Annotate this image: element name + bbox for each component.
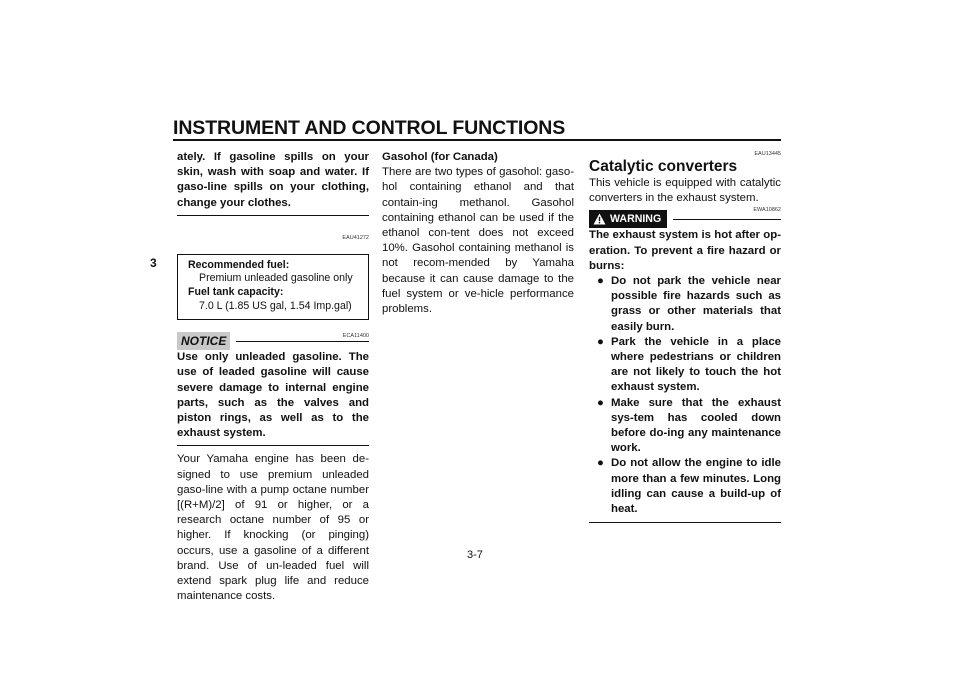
chapter-tab: 3 <box>150 256 157 270</box>
warning-list <box>589 274 781 517</box>
warning-end-rule <box>589 522 781 523</box>
fuel-spec-box <box>177 254 369 320</box>
bullet-icon: ● <box>597 457 604 470</box>
warning-badge <box>589 210 667 228</box>
catalytic-intro-text: This vehicle is equipped with catalytic converters in the exhaust system. <box>589 177 781 205</box>
warning-intro: The exhaust system is hot after op-eration. To prevent a fire hazard or burns: <box>589 229 781 272</box>
fuel-body-text: Your Yamaha engine has been de-signed to use premium unleaded gaso-line with a pump octane number [(R+M)/2] of 91 or higher, or a research octane number of 95 or higher. If knocking (or pinging) occurs, use a gasoline of a different brand. Use of un-leaded fuel will extend spark plug life and reduce maintenance costs. <box>177 453 369 603</box>
warning-item-text: Do not allow the engine to idle more than a few minutes. Long idling can cause a build-up of heat. <box>611 457 781 516</box>
warning-list-item <box>597 335 781 396</box>
section-code: EAU13445 <box>754 151 781 157</box>
warning-end-rule <box>177 215 369 216</box>
warning-continuation: ately. If gasoline spills on your skin, wash with soap and water. If gaso-line spills on your clothing, change your clothes. <box>177 151 369 209</box>
warning-list-item <box>597 456 781 517</box>
recommended-fuel-value: Premium unleaded gasoline only <box>199 272 353 285</box>
bullet-icon: ● <box>597 275 604 288</box>
warning-list-item <box>597 274 781 335</box>
bullet-icon: ● <box>597 396 604 409</box>
warning-item-text: Make sure that the exhaust sys-tem has cooled down before do-ing any maintenance work. <box>611 396 781 455</box>
notice-badge: NOTICE <box>177 332 230 350</box>
fuel-capacity-label: Fuel tank capacity: <box>188 286 284 298</box>
gasohol-heading: Gasohol (for Canada) <box>382 151 498 163</box>
notice-rule <box>236 341 369 342</box>
section-title: Catalytic converters <box>589 158 738 175</box>
column-left <box>177 150 369 604</box>
warning-rule <box>673 219 781 220</box>
warning-code: EWA10862 <box>753 207 781 214</box>
page-number: 3-7 <box>467 549 483 561</box>
column-right <box>589 150 781 523</box>
bullet-icon: ● <box>597 335 604 348</box>
notice-code: ECA11400 <box>342 333 369 340</box>
warning-item-text: Do not park the vehicle near possible fire hazards such as grass or other materials that easily burn. <box>611 275 781 333</box>
gasohol-body-text: There are two types of gasohol: gaso-hol containing ethanol and that contain-ing methanol. Gasohol containing ethanol can be used if the ethanol con-tent does not exceed 10%. Gasohol containing methanol is not recom-mended by Yamaha because it can cause damage to the fuel system or ve-hicle performance problems. <box>382 166 574 316</box>
warning-label: WARNING <box>610 213 662 226</box>
warning-triangle-icon <box>593 213 606 225</box>
fuel-capacity-value: 7.0 L (1.85 US gal, 1.54 Imp.gal) <box>199 299 352 312</box>
page-header-title: INSTRUMENT AND CONTROL FUNCTIONS <box>173 117 566 139</box>
recommended-fuel-label: Recommended fuel: <box>188 258 290 271</box>
warning-item-text: Park the vehicle in a place where pedestrians or children are not likely to touch the hot exhaust system. <box>611 335 781 394</box>
warning-list-item <box>597 396 781 457</box>
column-middle <box>382 150 574 317</box>
spec-code: EAU41272 <box>342 234 369 241</box>
notice-text: Use only unleaded gasoline. The use of leaded gasoline will cause severe damage to internal engine parts, such as the valves and piston rings, as well as to the exhaust system. <box>177 351 369 440</box>
notice-end-rule <box>177 445 369 446</box>
header-rule <box>173 139 781 141</box>
